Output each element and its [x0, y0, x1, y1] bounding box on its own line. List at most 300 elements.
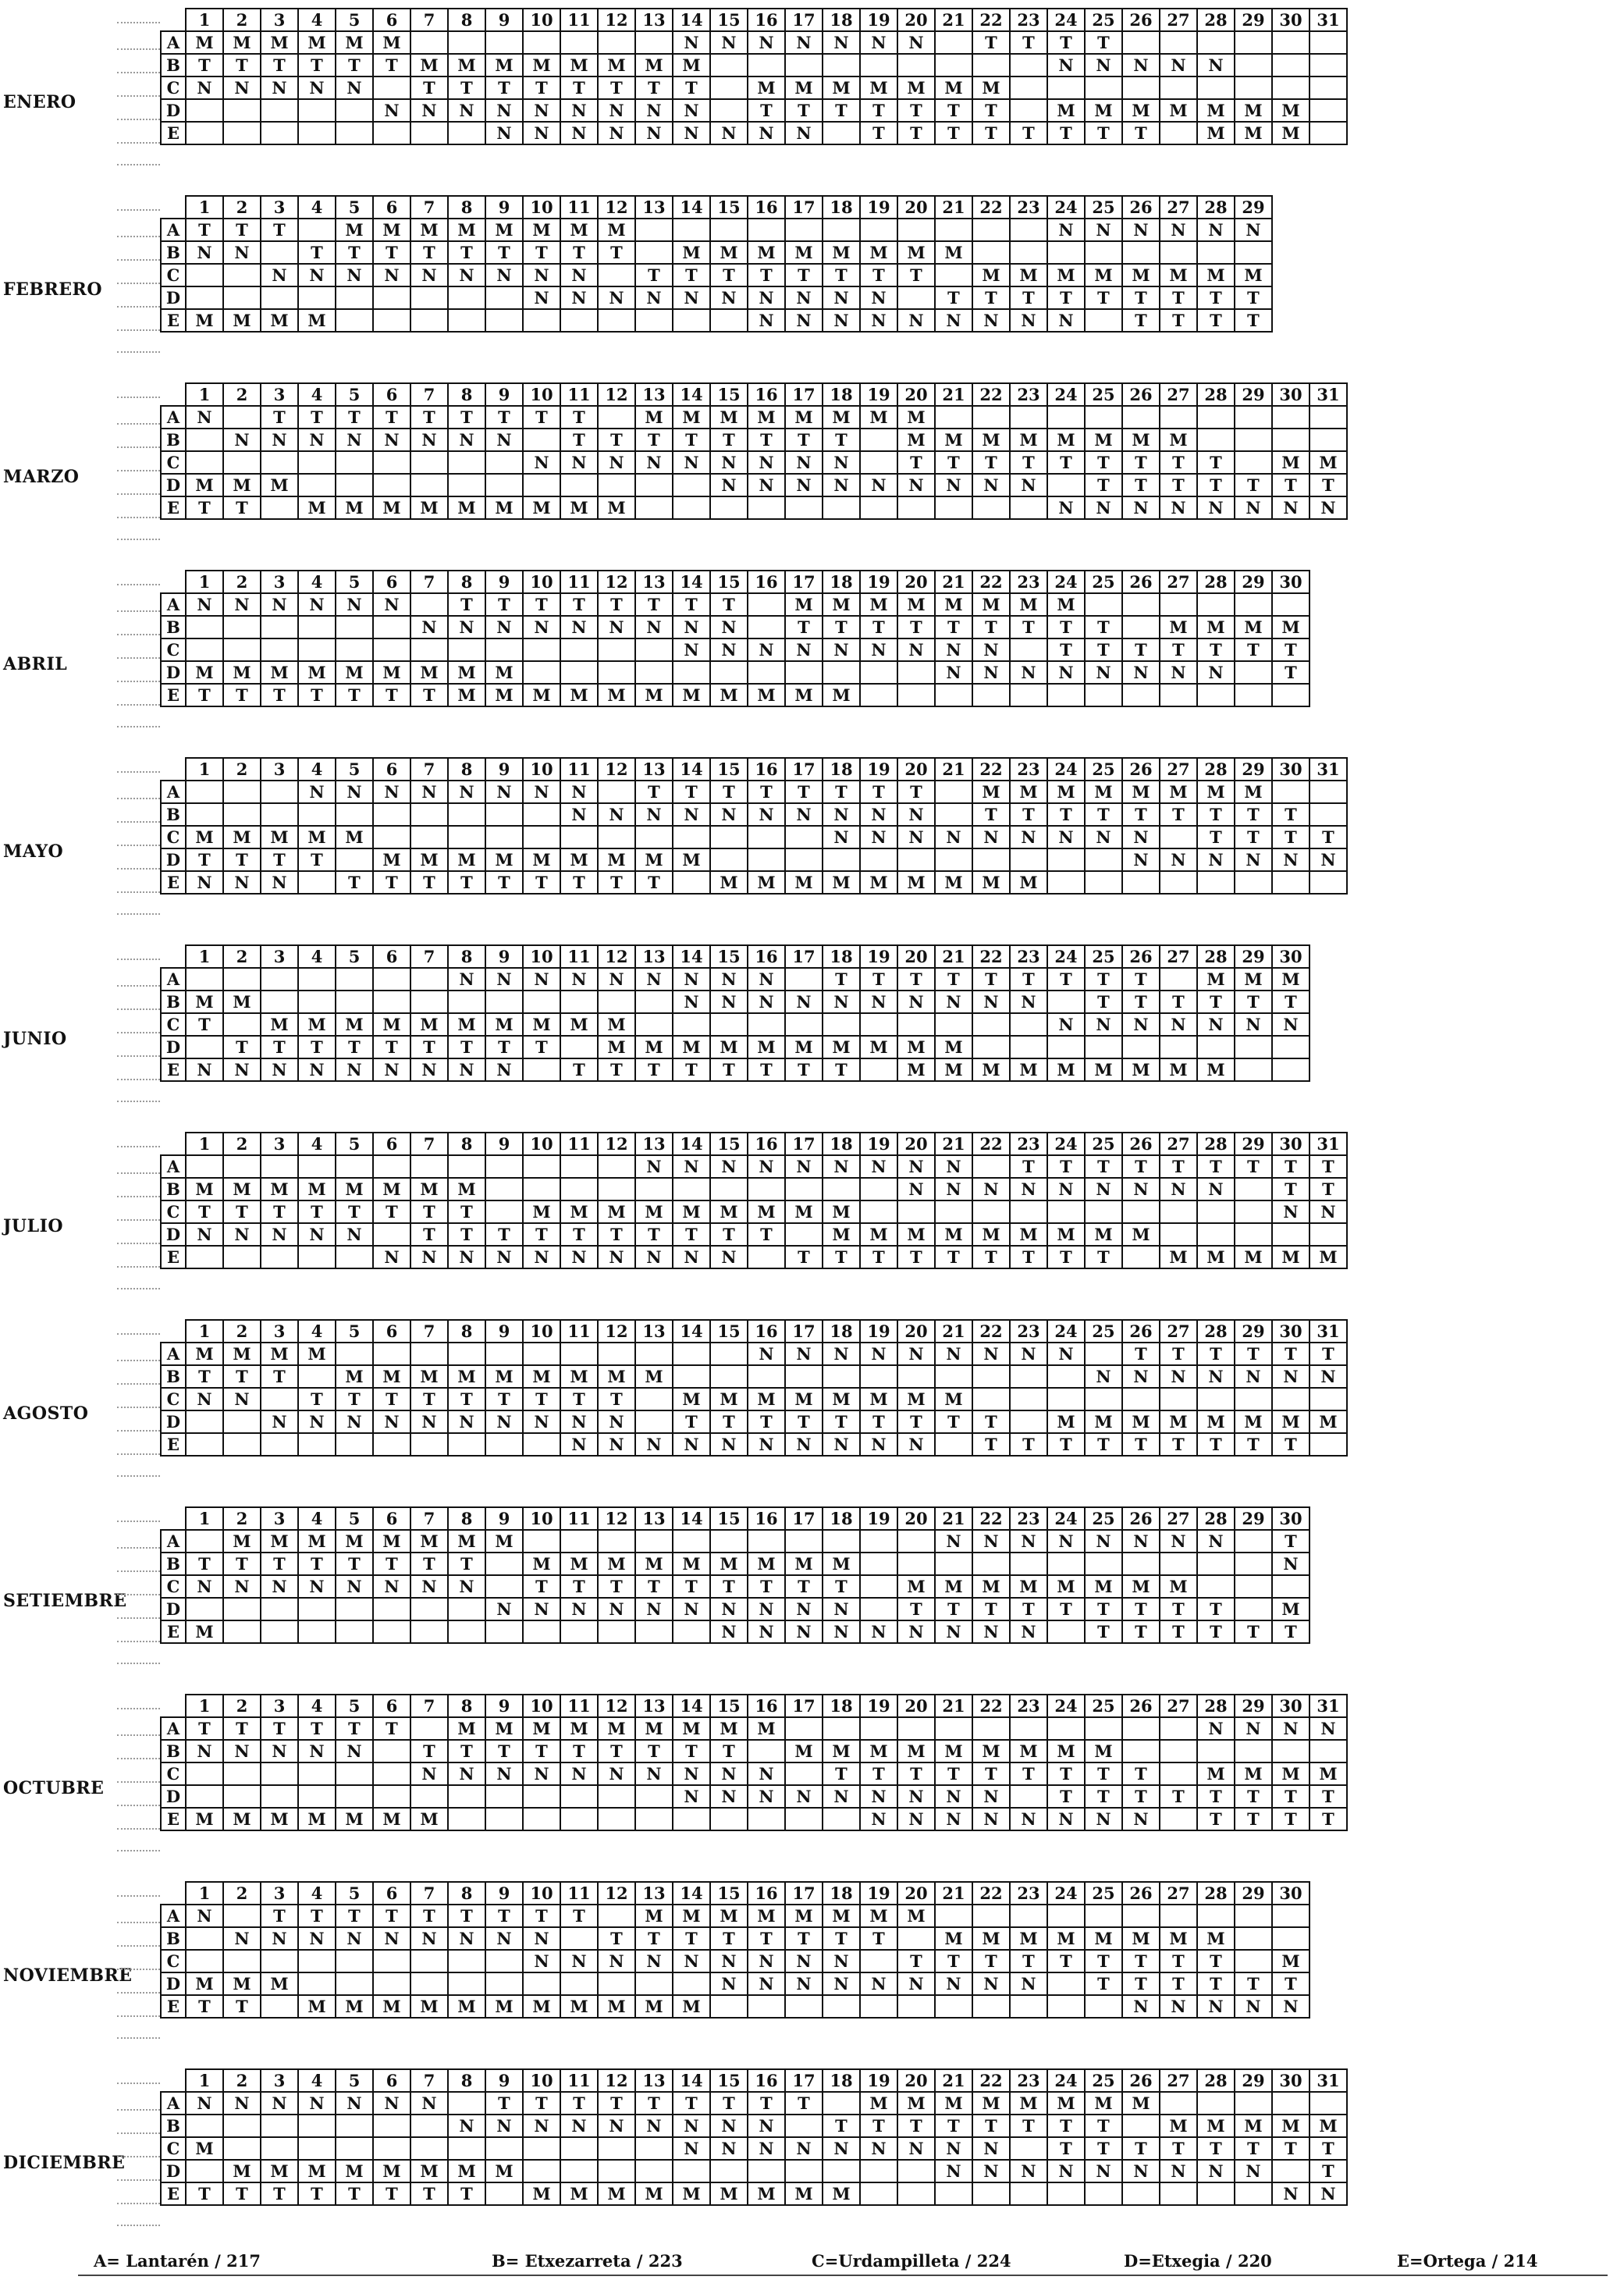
shift-cell: [560, 661, 598, 684]
shift-cell: M: [935, 1388, 972, 1410]
shift-cell: [261, 638, 298, 661]
shift-cell: T: [635, 1058, 673, 1081]
day-number: 27: [1160, 1695, 1197, 1717]
shift-cell: M: [523, 848, 560, 871]
shift-cell: N: [785, 1972, 823, 1995]
shift-cell: T: [1047, 1785, 1085, 1808]
shift-cell: N: [897, 474, 935, 496]
shift-cell: [1047, 1717, 1085, 1740]
shift-cell: M: [523, 1013, 560, 1036]
shift-cell: [560, 1927, 598, 1950]
shift-cell: T: [1085, 2115, 1122, 2137]
shift-cell: [373, 1785, 410, 1808]
shift-cell: T: [1197, 1343, 1235, 1365]
shift-cell: M: [1047, 1410, 1085, 1433]
shift-cell: T: [823, 1058, 860, 1081]
day-number: 6: [373, 1133, 410, 1155]
row-guide-line: [117, 119, 160, 120]
shift-cell: [410, 1598, 448, 1620]
day-number: 10: [523, 1695, 560, 1717]
shift-cell: [485, 451, 523, 474]
day-number-row: [161, 945, 1310, 968]
shift-cell: T: [410, 1553, 448, 1575]
shift-cell: N: [673, 1155, 710, 1178]
shift-cell: T: [223, 1717, 261, 1740]
day-number: 23: [1010, 1882, 1047, 1905]
shift-cell: M: [1272, 1598, 1310, 1620]
shift-cell: T: [710, 1740, 748, 1762]
shift-cell: T: [1122, 474, 1160, 496]
day-number: 25: [1085, 1133, 1122, 1155]
day-number: 7: [410, 9, 448, 31]
worker-letter: C: [161, 264, 186, 286]
shift-cell: [1272, 1740, 1310, 1762]
shift-cell: [410, 286, 448, 309]
shift-cell: N: [1235, 848, 1272, 871]
shift-cell: M: [598, 848, 635, 871]
day-number: 5: [336, 1507, 373, 1530]
shift-cell: N: [935, 826, 972, 848]
shift-cell: N: [485, 1058, 523, 1081]
shift-cell: [560, 474, 598, 496]
shift-cell: M: [1122, 1410, 1160, 1433]
shift-cell: [598, 826, 635, 848]
worker-letter: C: [161, 1200, 186, 1223]
shift-cell: [598, 309, 635, 332]
shift-cell: T: [560, 2092, 598, 2115]
shift-cell: T: [298, 2182, 336, 2205]
shift-cell: M: [1085, 1575, 1122, 1598]
shift-cell: N: [897, 1178, 935, 1200]
day-number: 4: [298, 1507, 336, 1530]
shift-cell: T: [261, 1036, 298, 1058]
day-number: 24: [1047, 2069, 1085, 2092]
shift-cell: M: [223, 991, 261, 1013]
shift-cell: [1235, 31, 1272, 54]
day-number: 23: [1010, 1507, 1047, 1530]
shift-cell: M: [598, 2182, 635, 2205]
shift-row: [161, 1013, 1310, 1036]
shift-cell: [336, 968, 373, 991]
shift-cell: [373, 309, 410, 332]
shift-cell: [1197, 2092, 1235, 2115]
shift-cell: [448, 31, 485, 54]
shift-cell: [448, 286, 485, 309]
shift-cell: N: [673, 616, 710, 638]
shift-row: [161, 1717, 1347, 1740]
grid-corner: [161, 571, 186, 593]
row-guide-line: [117, 1219, 160, 1221]
shift-cell: N: [1197, 54, 1235, 76]
shift-cell: [1047, 1905, 1085, 1927]
shift-cell: N: [823, 1950, 860, 1972]
shift-cell: M: [560, 1717, 598, 1740]
shift-cell: [972, 684, 1010, 706]
day-number: 11: [560, 2069, 598, 2092]
shift-cell: M: [373, 1995, 410, 2018]
shift-cell: M: [523, 1553, 560, 1575]
shift-cell: M: [336, 1365, 373, 1388]
day-number: 9: [485, 9, 523, 31]
shift-cell: T: [860, 1246, 897, 1268]
shift-cell: N: [635, 451, 673, 474]
shift-cell: N: [1010, 1808, 1047, 1830]
shift-cell: N: [1160, 2160, 1197, 2182]
day-number: 27: [1160, 9, 1197, 31]
shift-cell: M: [823, 241, 860, 264]
shift-cell: M: [410, 1178, 448, 1200]
shift-cell: M: [748, 1553, 785, 1575]
day-number: 20: [897, 571, 935, 593]
row-guide-line: [117, 1079, 160, 1080]
day-number: 1: [186, 1133, 223, 1155]
day-number: 1: [186, 758, 223, 781]
shift-cell: [598, 1808, 635, 1830]
shift-cell: T: [298, 848, 336, 871]
shift-cell: T: [560, 1905, 598, 1927]
day-number: 3: [261, 758, 298, 781]
shift-cell: M: [860, 2092, 897, 2115]
shift-cell: N: [485, 122, 523, 144]
shift-row: [161, 1200, 1347, 1223]
shift-cell: [635, 1343, 673, 1365]
day-number: 7: [410, 1133, 448, 1155]
shift-cell: [710, 1178, 748, 1200]
day-number: 20: [897, 196, 935, 219]
day-number: 27: [1160, 383, 1197, 406]
month-name: ABRIL: [3, 654, 68, 674]
row-guide-line: [117, 1758, 160, 1759]
shift-cell: T: [261, 1717, 298, 1740]
shift-cell: [373, 1343, 410, 1365]
day-number: 17: [785, 1320, 823, 1343]
month-name: JUNIO: [3, 1029, 67, 1049]
day-number: 12: [598, 758, 635, 781]
shift-cell: M: [935, 1927, 972, 1950]
day-number: 11: [560, 945, 598, 968]
shift-cell: [635, 826, 673, 848]
shift-cell: N: [935, 1155, 972, 1178]
shift-cell: N: [1272, 1717, 1310, 1740]
shift-cell: N: [1235, 1717, 1272, 1740]
shift-cell: [748, 1246, 785, 1268]
shift-cell: [1010, 99, 1047, 122]
shift-cell: T: [1122, 1785, 1160, 1808]
day-number: 26: [1122, 758, 1160, 781]
shift-cell: N: [635, 803, 673, 826]
shift-cell: T: [1160, 803, 1197, 826]
shift-cell: [261, 968, 298, 991]
shift-cell: T: [1122, 1620, 1160, 1643]
shift-cell: N: [223, 76, 261, 99]
shift-cell: T: [897, 1410, 935, 1433]
shift-cell: [186, 1530, 223, 1553]
day-number: 3: [261, 1695, 298, 1717]
shift-cell: N: [785, 309, 823, 332]
shift-cell: [935, 684, 972, 706]
shift-cell: T: [935, 99, 972, 122]
shift-cell: [1085, 1905, 1122, 1927]
shift-cell: N: [523, 1410, 560, 1433]
shift-cell: [223, 803, 261, 826]
shift-row: [161, 1740, 1347, 1762]
day-number: 25: [1085, 571, 1122, 593]
shift-cell: M: [598, 496, 635, 519]
shift-cell: [485, 1620, 523, 1643]
shift-cell: N: [785, 1155, 823, 1178]
shift-cell: T: [823, 1762, 860, 1785]
shift-cell: [373, 1972, 410, 1995]
day-number: 9: [485, 2069, 523, 2092]
row-guide-line: [117, 2179, 160, 2181]
day-number: 28: [1197, 1507, 1235, 1530]
shift-row: [161, 451, 1347, 474]
shift-cell: [1047, 2182, 1085, 2205]
shift-cell: [223, 616, 261, 638]
shift-cell: [860, 54, 897, 76]
shift-cell: N: [1272, 496, 1310, 519]
month-grid: [160, 8, 1348, 145]
shift-cell: M: [523, 1365, 560, 1388]
shift-cell: T: [598, 593, 635, 616]
day-number: 6: [373, 758, 410, 781]
shift-cell: N: [336, 1058, 373, 1081]
shift-cell: M: [223, 474, 261, 496]
shift-cell: M: [710, 1553, 748, 1575]
shift-cell: T: [1085, 1620, 1122, 1643]
worker-letter: C: [161, 1388, 186, 1410]
shift-cell: [935, 1995, 972, 2018]
shift-cell: T: [1122, 991, 1160, 1013]
shift-cell: [972, 1200, 1010, 1223]
shift-cell: M: [823, 1223, 860, 1246]
shift-cell: M: [1122, 1927, 1160, 1950]
shift-cell: T: [448, 2182, 485, 2205]
row-guide-line: [117, 1333, 160, 1335]
shift-cell: [1160, 1388, 1197, 1410]
shift-cell: [1235, 2182, 1272, 2205]
day-number: 12: [598, 1507, 635, 1530]
shift-cell: [523, 1058, 560, 1081]
shift-cell: N: [710, 1620, 748, 1643]
shift-cell: M: [336, 1530, 373, 1553]
shift-cell: [1310, 54, 1347, 76]
shift-cell: M: [673, 406, 710, 429]
shift-cell: M: [823, 593, 860, 616]
shift-cell: [223, 968, 261, 991]
worker-letter: B: [161, 1927, 186, 1950]
shift-cell: [1235, 1553, 1272, 1575]
shift-cell: T: [1310, 2160, 1347, 2182]
shift-cell: N: [261, 1223, 298, 1246]
shift-cell: N: [261, 871, 298, 894]
shift-cell: T: [972, 286, 1010, 309]
day-number: 23: [1010, 383, 1047, 406]
shift-cell: M: [1010, 2092, 1047, 2115]
shift-cell: M: [1047, 593, 1085, 616]
day-number: 27: [1160, 945, 1197, 968]
shift-cell: [560, 1036, 598, 1058]
shift-cell: M: [373, 848, 410, 871]
shift-cell: [261, 1433, 298, 1456]
day-number: 29: [1235, 1882, 1272, 1905]
shift-cell: [972, 1717, 1010, 1740]
shift-cell: T: [186, 684, 223, 706]
day-number: 15: [710, 945, 748, 968]
row-guide-line: [117, 868, 160, 870]
shift-cell: T: [1085, 1972, 1122, 1995]
shift-cell: [710, 309, 748, 332]
shift-cell: M: [598, 1553, 635, 1575]
shift-cell: M: [1310, 1410, 1347, 1433]
shift-cell: M: [1010, 264, 1047, 286]
day-number: 27: [1160, 1507, 1197, 1530]
day-number: 26: [1122, 1507, 1160, 1530]
shift-cell: [785, 496, 823, 519]
shift-cell: T: [485, 2092, 523, 2115]
shift-cell: T: [710, 1927, 748, 1950]
shift-cell: [1272, 1223, 1310, 1246]
shift-cell: [523, 1433, 560, 1456]
shift-cell: N: [560, 1246, 598, 1268]
worker-letter: B: [161, 241, 186, 264]
day-number: 3: [261, 383, 298, 406]
shift-cell: N: [1010, 1530, 1047, 1553]
shift-cell: [635, 241, 673, 264]
shift-cell: N: [1122, 1995, 1160, 2018]
day-number: 7: [410, 383, 448, 406]
shift-cell: N: [373, 1246, 410, 1268]
shift-cell: T: [336, 684, 373, 706]
shift-cell: M: [710, 241, 748, 264]
shift-cell: [485, 1972, 523, 1995]
day-number: 16: [748, 383, 785, 406]
shift-cell: T: [823, 968, 860, 991]
shift-cell: M: [748, 871, 785, 894]
shift-cell: N: [673, 1785, 710, 1808]
shift-cell: T: [860, 122, 897, 144]
day-number: 5: [336, 1133, 373, 1155]
shift-cell: T: [1272, 1972, 1310, 1995]
shift-cell: N: [785, 286, 823, 309]
shift-cell: T: [785, 1058, 823, 1081]
shift-cell: T: [523, 871, 560, 894]
shift-cell: T: [1160, 638, 1197, 661]
shift-cell: M: [710, 871, 748, 894]
shift-cell: T: [1122, 286, 1160, 309]
shift-row: [161, 968, 1310, 991]
shift-cell: [1085, 1717, 1122, 1740]
shift-cell: M: [1272, 1762, 1310, 1785]
shift-cell: T: [1235, 638, 1272, 661]
shift-cell: [748, 1530, 785, 1553]
shift-cell: [710, 826, 748, 848]
shift-cell: [373, 616, 410, 638]
shift-cell: M: [972, 1223, 1010, 1246]
shift-cell: [598, 1155, 635, 1178]
shift-cell: [1272, 684, 1310, 706]
shift-cell: [1085, 241, 1122, 264]
day-number: 21: [935, 1695, 972, 1717]
shift-cell: N: [710, 286, 748, 309]
shift-cell: N: [1085, 1365, 1122, 1388]
shift-cell: [823, 54, 860, 76]
shift-cell: T: [935, 1598, 972, 1620]
shift-cell: N: [935, 1972, 972, 1995]
shift-cell: T: [1197, 1785, 1235, 1808]
shift-cell: T: [1235, 1155, 1272, 1178]
shift-cell: T: [1010, 1598, 1047, 1620]
shift-cell: N: [860, 1808, 897, 1830]
shift-cell: N: [1272, 1365, 1310, 1388]
worker-letter: A: [161, 1530, 186, 1553]
shift-cell: [1197, 1553, 1235, 1575]
day-number: 15: [710, 196, 748, 219]
shift-cell: [897, 1995, 935, 2018]
shift-cell: N: [897, 1620, 935, 1643]
shift-cell: N: [1310, 2182, 1347, 2205]
shift-cell: T: [1160, 1598, 1197, 1620]
shift-cell: N: [823, 1598, 860, 1620]
shift-row: [161, 1905, 1310, 1927]
shift-cell: T: [972, 451, 1010, 474]
shift-cell: M: [186, 1343, 223, 1365]
day-number: 5: [336, 1882, 373, 1905]
shift-cell: M: [448, 1178, 485, 1200]
month-block-agosto: [0, 1319, 1624, 1500]
shift-cell: [635, 1620, 673, 1643]
shift-cell: M: [710, 1036, 748, 1058]
shift-cell: T: [485, 241, 523, 264]
shift-cell: [336, 122, 373, 144]
shift-cell: M: [785, 241, 823, 264]
shift-cell: [935, 1433, 972, 1456]
shift-cell: [598, 781, 635, 803]
worker-letter: E: [161, 122, 186, 144]
shift-cell: [523, 1785, 560, 1808]
shift-cell: [336, 616, 373, 638]
shift-cell: M: [1047, 1740, 1085, 1762]
shift-cell: [897, 1927, 935, 1950]
shift-cell: N: [935, 1343, 972, 1365]
day-number: 29: [1235, 571, 1272, 593]
shift-cell: M: [1160, 1410, 1197, 1433]
shift-cell: N: [1310, 1200, 1347, 1223]
shift-cell: N: [710, 474, 748, 496]
shift-cell: N: [748, 968, 785, 991]
shift-cell: M: [298, 31, 336, 54]
shift-cell: M: [223, 1808, 261, 1830]
shift-cell: M: [186, 661, 223, 684]
shift-cell: T: [785, 1927, 823, 1950]
shift-cell: [1047, 1036, 1085, 1058]
shift-cell: M: [635, 2182, 673, 2205]
day-number: 3: [261, 1320, 298, 1343]
shift-cell: T: [1197, 1155, 1235, 1178]
day-number: 8: [448, 9, 485, 31]
shift-row: [161, 871, 1347, 894]
shift-cell: M: [448, 684, 485, 706]
shift-cell: T: [972, 803, 1010, 826]
legend-item-a: A= Lantarén / 217: [94, 2251, 261, 2271]
shift-cell: M: [1047, 1575, 1085, 1598]
day-number: 9: [485, 1695, 523, 1717]
shift-cell: [410, 1155, 448, 1178]
shift-cell: M: [823, 2182, 860, 2205]
day-number: 30: [1272, 758, 1310, 781]
shift-cell: M: [1160, 429, 1197, 451]
shift-cell: [523, 638, 560, 661]
